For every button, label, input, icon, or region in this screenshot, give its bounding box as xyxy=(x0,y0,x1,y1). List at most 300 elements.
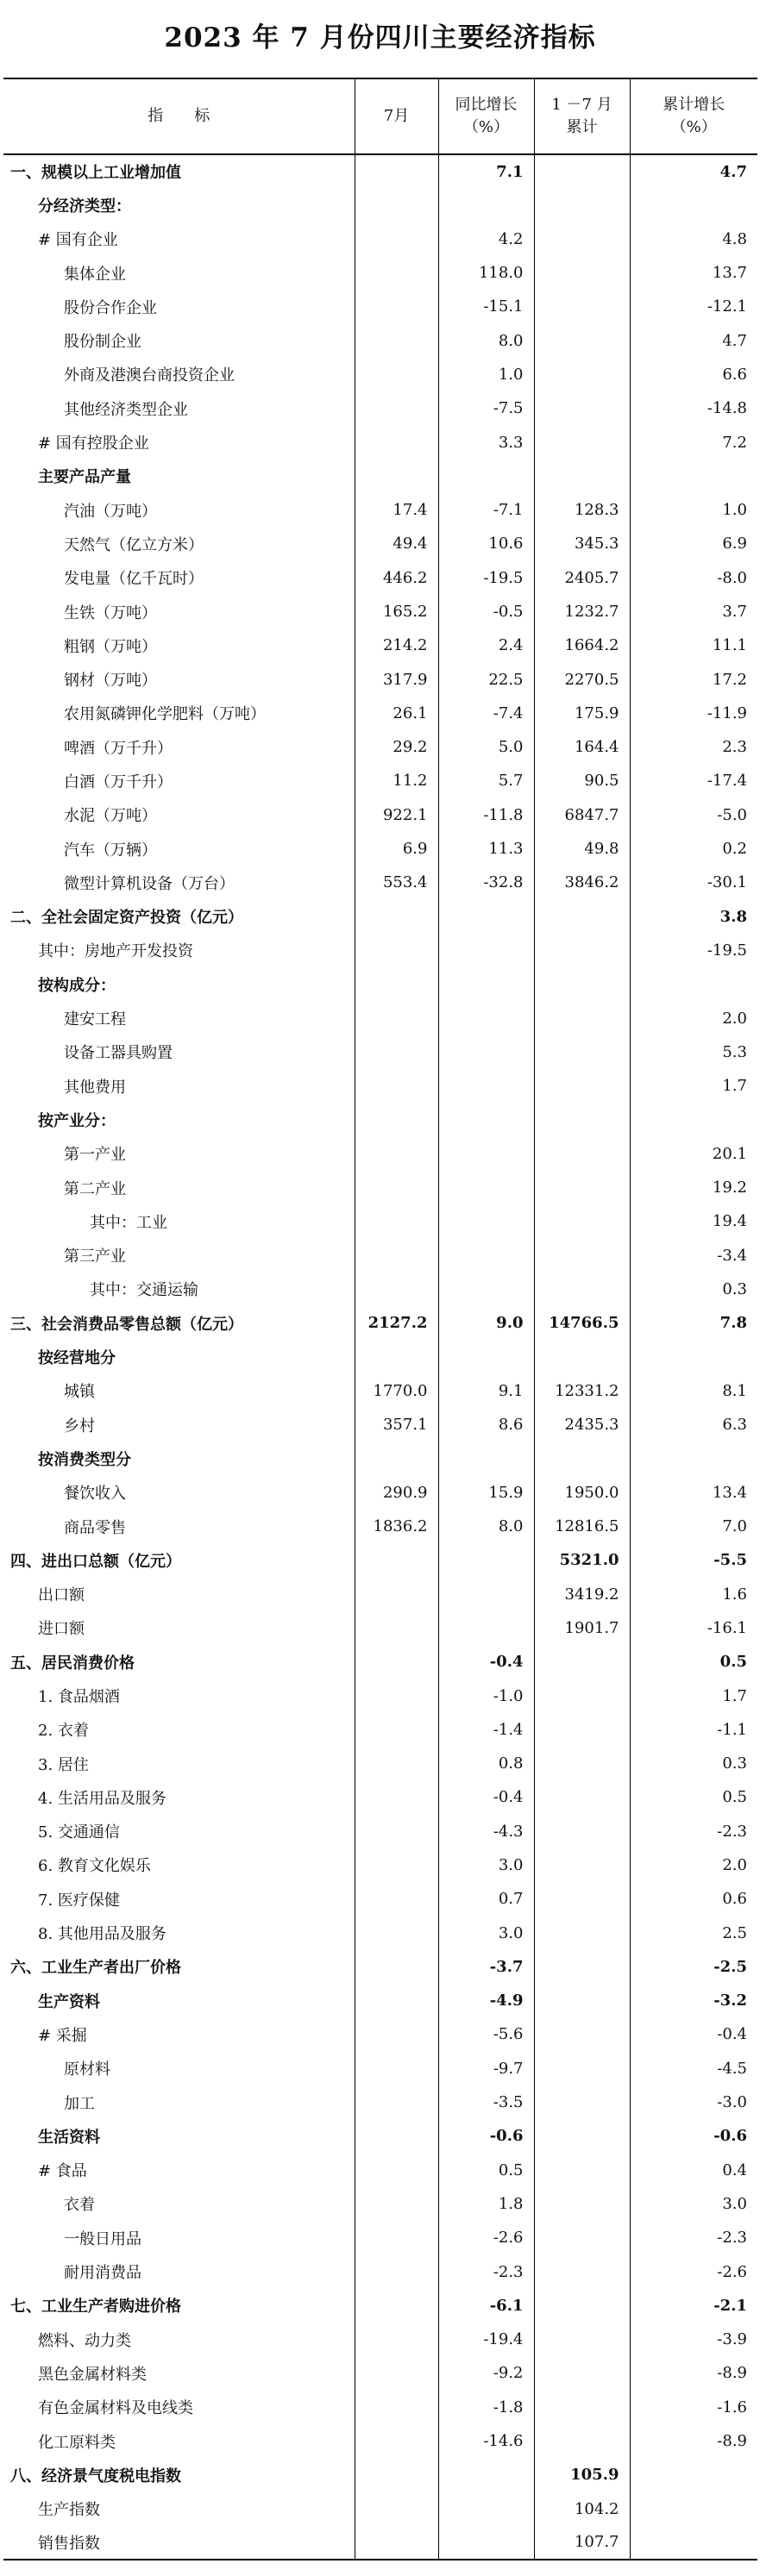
july-value-cell xyxy=(355,2458,438,2492)
cumulative-growth-cell: 3.8 xyxy=(630,900,757,934)
july-value-cell xyxy=(355,1543,438,1577)
table-row xyxy=(3,2221,757,2254)
indicator-cell: 其他经济类型企业 xyxy=(64,400,188,419)
cumulative-growth-cell: 3.0 xyxy=(630,2187,757,2221)
indicator-cell: 按构成分： xyxy=(38,976,116,995)
cumulative-growth-cell: 13.7 xyxy=(630,256,757,290)
july-value-cell: 49.4 xyxy=(355,527,438,560)
yoy-growth-cell: 1.0 xyxy=(438,358,534,391)
yoy-growth-cell: 1.8 xyxy=(438,2187,534,2221)
july-value-cell: 922.1 xyxy=(355,798,438,832)
indicator-cell: 按产业分： xyxy=(38,1111,116,1130)
cumulative-growth-cell: 4.7 xyxy=(630,323,757,357)
indicator-cell: 燃料、动力类 xyxy=(38,2331,131,2350)
table-row xyxy=(3,493,757,527)
cumulative-growth-cell: -2.3 xyxy=(630,2221,757,2254)
cumulative-value-cell: 1664.2 xyxy=(534,628,630,662)
cumulative-value-cell xyxy=(534,1272,630,1306)
cumulative-growth-cell xyxy=(630,2526,757,2560)
yoy-growth-cell: -6.1 xyxy=(438,2289,534,2323)
indicator-cell: # 国有企业 xyxy=(38,231,118,250)
indicator-cell: 生铁（万吨） xyxy=(64,603,157,622)
cumulative-growth-cell: -2.6 xyxy=(630,2254,757,2288)
cumulative-growth-cell: -14.8 xyxy=(630,391,757,425)
cumulative-growth-cell: 1.7 xyxy=(630,1069,757,1103)
cumulative-growth-cell xyxy=(630,1441,757,1475)
indicator-cell: 5. 交通通信 xyxy=(38,1823,120,1842)
july-value-cell xyxy=(355,256,438,290)
cumulative-value-cell xyxy=(534,1137,630,1171)
yoy-growth-cell: 11.3 xyxy=(438,832,534,866)
header-july: 7月 xyxy=(355,78,438,154)
cumulative-growth-cell: 0.3 xyxy=(630,1747,757,1780)
cumulative-growth-cell xyxy=(630,2492,757,2525)
july-value-cell xyxy=(355,2391,438,2424)
indicator-cell: 黑色金属材料类 xyxy=(38,2365,147,2384)
cumulative-growth-cell: -5.5 xyxy=(630,1543,757,1577)
july-value-cell: 26.1 xyxy=(355,697,438,730)
indicator-cell: 商品零售 xyxy=(64,1518,126,1537)
yoy-growth-cell: -0.5 xyxy=(438,595,534,628)
indicator-cell: 其中：交通运输 xyxy=(90,1281,198,1300)
table-row xyxy=(3,1204,757,1238)
yoy-growth-cell: -0.6 xyxy=(438,2119,534,2153)
table-row xyxy=(3,1171,757,1204)
cumulative-growth-cell: 1.6 xyxy=(630,1577,757,1610)
table-row xyxy=(3,764,757,797)
table-row xyxy=(3,1713,757,1747)
cumulative-growth-cell: 2.5 xyxy=(630,1916,757,1949)
july-value-cell xyxy=(355,2424,438,2458)
cumulative-growth-cell: -2.1 xyxy=(630,2289,757,2323)
july-value-cell xyxy=(355,1204,438,1238)
cumulative-growth-cell: 5.3 xyxy=(630,1035,757,1069)
yoy-growth-cell xyxy=(438,2458,534,2492)
cumulative-value-cell xyxy=(534,460,630,493)
indicator-cell: 按经营地分 xyxy=(38,1349,116,1368)
yoy-growth-cell: 4.2 xyxy=(438,222,534,256)
yoy-growth-cell: 2.4 xyxy=(438,628,534,662)
cumulative-value-cell: 2270.5 xyxy=(534,662,630,696)
yoy-growth-cell xyxy=(438,1069,534,1103)
july-value-cell xyxy=(355,2154,438,2187)
header-row xyxy=(3,78,757,154)
table-row xyxy=(3,697,757,730)
cumulative-value-cell xyxy=(534,2424,630,2458)
indicator-cell: 七、工业生产者购进价格 xyxy=(10,2298,181,2317)
yoy-growth-cell: -7.1 xyxy=(438,493,534,527)
cumulative-growth-cell: 4.7 xyxy=(630,154,757,188)
table-row xyxy=(3,2424,757,2458)
cumulative-value-cell xyxy=(534,1204,630,1238)
cumulative-growth-cell xyxy=(630,967,757,1001)
cumulative-growth-cell: 2.3 xyxy=(630,730,757,764)
july-value-cell xyxy=(355,188,438,222)
table-row xyxy=(3,1035,757,1069)
cumulative-growth-cell: 0.4 xyxy=(630,2154,757,2187)
table-row xyxy=(3,1815,757,1848)
july-value-cell xyxy=(355,2187,438,2221)
cumulative-value-cell: 345.3 xyxy=(534,527,630,560)
yoy-growth-cell: 15.9 xyxy=(438,1476,534,1510)
yoy-growth-cell xyxy=(438,1340,534,1373)
july-value-cell xyxy=(355,1137,438,1171)
table-row xyxy=(3,2085,757,2119)
cumulative-growth-cell: 1.0 xyxy=(630,493,757,527)
july-value-cell xyxy=(355,1713,438,1747)
table-row xyxy=(3,934,757,967)
cumulative-value-cell xyxy=(534,1713,630,1747)
page-title: 2023 年 7 月份四川主要经济指标 xyxy=(164,22,596,53)
cumulative-growth-cell: 6.9 xyxy=(630,527,757,560)
yoy-growth-cell: -0.4 xyxy=(438,1645,534,1679)
cumulative-value-cell xyxy=(534,425,630,459)
cumulative-value-cell: 107.7 xyxy=(534,2526,630,2560)
indicator-cell: 原材料 xyxy=(64,2060,110,2079)
table-row xyxy=(3,967,757,1001)
yoy-growth-cell xyxy=(438,1577,534,1610)
table-row xyxy=(3,2458,757,2492)
july-value-cell xyxy=(355,1001,438,1035)
cumulative-value-cell xyxy=(534,2356,630,2390)
table-row xyxy=(3,154,757,188)
table-row xyxy=(3,2323,757,2356)
indicator-cell: 餐饮收入 xyxy=(64,1485,126,1504)
cumulative-growth-cell: 1.7 xyxy=(630,1679,757,1712)
cumulative-value-cell xyxy=(534,2323,630,2356)
yoy-growth-cell: 0.7 xyxy=(438,1882,534,1916)
july-value-cell xyxy=(355,1103,438,1136)
table-row xyxy=(3,1001,757,1035)
july-value-cell xyxy=(355,2323,438,2356)
yoy-growth-cell xyxy=(438,460,534,493)
cumulative-growth-cell xyxy=(630,460,757,493)
july-value-cell xyxy=(355,1984,438,2017)
yoy-growth-cell: -9.2 xyxy=(438,2356,534,2390)
yoy-growth-cell: -1.4 xyxy=(438,1713,534,1747)
cumulative-growth-cell: 0.2 xyxy=(630,832,757,866)
cumulative-value-cell xyxy=(534,1916,630,1949)
yoy-growth-cell xyxy=(438,1001,534,1035)
yoy-growth-cell: 9.0 xyxy=(438,1306,534,1340)
yoy-growth-cell xyxy=(438,2526,534,2560)
cumulative-value-cell xyxy=(534,1679,630,1712)
july-value-cell: 553.4 xyxy=(355,866,438,899)
yoy-growth-cell: -3.5 xyxy=(438,2085,534,2119)
yoy-growth-cell: -14.6 xyxy=(438,2424,534,2458)
cumulative-value-cell xyxy=(534,358,630,391)
indicator-cell: 三、社会消费品零售总额（亿元） xyxy=(10,1315,243,1334)
july-value-cell xyxy=(355,2356,438,2390)
cumulative-value-cell xyxy=(534,1001,630,1035)
cumulative-value-cell xyxy=(534,1984,630,2017)
table-row xyxy=(3,1747,757,1780)
cumulative-growth-cell: 0.3 xyxy=(630,1272,757,1306)
indicator-cell: 股份合作企业 xyxy=(64,298,157,317)
indicator-cell: 天然气（亿立方米） xyxy=(64,535,204,554)
indicator-cell: 一般日用品 xyxy=(64,2229,141,2248)
cumulative-growth-cell: -3.2 xyxy=(630,1984,757,2017)
table-row xyxy=(3,1374,757,1408)
cumulative-growth-cell: 0.5 xyxy=(630,1780,757,1814)
yoy-growth-cell: -4.9 xyxy=(438,1984,534,2017)
july-value-cell xyxy=(355,2052,438,2085)
indicator-cell: 建安工程 xyxy=(64,1010,126,1029)
yoy-growth-cell xyxy=(438,1103,534,1136)
cumulative-value-cell xyxy=(534,2254,630,2288)
cumulative-value-cell: 90.5 xyxy=(534,764,630,797)
yoy-growth-cell: 0.8 xyxy=(438,1747,534,1780)
table-row xyxy=(3,2154,757,2187)
cumulative-growth-cell: -3.4 xyxy=(630,1239,757,1272)
indicator-cell: 分经济类型： xyxy=(38,197,131,216)
july-value-cell xyxy=(355,1916,438,1949)
july-value-cell xyxy=(355,2085,438,2119)
indicator-cell: 生产资料 xyxy=(38,1992,100,2011)
indicator-cell: 农用氮磷钾化学肥料（万吨） xyxy=(64,705,266,724)
indicator-cell: 2. 衣着 xyxy=(38,1722,89,1741)
cumulative-growth-cell: -2.5 xyxy=(630,1950,757,1984)
table-row xyxy=(3,1239,757,1272)
table-row xyxy=(3,1577,757,1610)
yoy-growth-cell: -5.6 xyxy=(438,2017,534,2051)
cumulative-growth-cell: -0.4 xyxy=(630,2017,757,2051)
indicator-cell: 加工 xyxy=(64,2094,95,2113)
cumulative-value-cell: 1232.7 xyxy=(534,595,630,628)
july-value-cell xyxy=(355,2492,438,2525)
cumulative-value-cell: 12816.5 xyxy=(534,1510,630,1543)
indicator-cell: # 采掘 xyxy=(38,2026,87,2045)
cumulative-growth-cell: -3.9 xyxy=(630,2323,757,2356)
header-cumulative-growth: 累计增长 （%） xyxy=(630,78,757,154)
table-row xyxy=(3,1543,757,1577)
table-row xyxy=(3,730,757,764)
yoy-growth-cell: 7.1 xyxy=(438,154,534,188)
table-header xyxy=(3,78,757,154)
indicator-cell: 一、规模以上工业增加值 xyxy=(10,164,181,183)
indicator-cell: 化工原料类 xyxy=(38,2433,116,2452)
cumulative-value-cell xyxy=(534,934,630,967)
cumulative-growth-cell: -0.6 xyxy=(630,2119,757,2153)
july-value-cell: 357.1 xyxy=(355,1408,438,1441)
cumulative-growth-cell: 19.2 xyxy=(630,1171,757,1204)
table-row xyxy=(3,527,757,560)
cumulative-growth-cell: 2.0 xyxy=(630,1001,757,1035)
cumulative-growth-cell: 8.1 xyxy=(630,1374,757,1408)
indicator-cell: 白酒（万千升） xyxy=(64,772,173,791)
yoy-growth-cell: -0.4 xyxy=(438,1780,534,1814)
yoy-growth-cell: -15.1 xyxy=(438,290,534,323)
yoy-growth-cell: -2.3 xyxy=(438,2254,534,2288)
cumulative-value-cell xyxy=(534,1035,630,1069)
july-value-cell: 290.9 xyxy=(355,1476,438,1510)
yoy-growth-cell: 5.7 xyxy=(438,764,534,797)
indicator-cell: 衣着 xyxy=(64,2196,95,2215)
indicator-cell: 1. 食品烟酒 xyxy=(38,1688,120,1706)
cumulative-growth-cell: 13.4 xyxy=(630,1476,757,1510)
yoy-growth-cell: 3.0 xyxy=(438,1916,534,1949)
indicator-cell: 第三产业 xyxy=(64,1247,126,1266)
cumulative-value-cell xyxy=(534,323,630,357)
yoy-growth-cell: -7.4 xyxy=(438,697,534,730)
july-value-cell xyxy=(355,425,438,459)
indicator-cell: 进口额 xyxy=(38,1620,85,1639)
july-value-cell: 1770.0 xyxy=(355,1374,438,1408)
july-value-cell: 1836.2 xyxy=(355,1510,438,1543)
cumulative-value-cell xyxy=(534,1815,630,1848)
indicator-cell: 设备工器具购置 xyxy=(64,1044,173,1063)
cumulative-value-cell xyxy=(534,1340,630,1373)
cumulative-growth-cell: 3.7 xyxy=(630,595,757,628)
table-row xyxy=(3,662,757,696)
cumulative-growth-cell: -19.5 xyxy=(630,934,757,967)
july-value-cell xyxy=(355,2119,438,2153)
indicator-cell: 集体企业 xyxy=(64,265,126,284)
cumulative-growth-cell: -16.1 xyxy=(630,1611,757,1645)
yoy-growth-cell xyxy=(438,1239,534,1272)
cumulative-growth-cell: 19.4 xyxy=(630,1204,757,1238)
table-row xyxy=(3,1476,757,1510)
yoy-growth-cell xyxy=(438,934,534,967)
cumulative-value-cell xyxy=(534,900,630,934)
cumulative-value-cell xyxy=(534,1950,630,1984)
july-value-cell xyxy=(355,460,438,493)
table-row xyxy=(3,900,757,934)
cumulative-value-cell: 3419.2 xyxy=(534,1577,630,1610)
table-row xyxy=(3,256,757,290)
yoy-growth-cell: -32.8 xyxy=(438,866,534,899)
cumulative-value-cell xyxy=(534,1103,630,1136)
cumulative-growth-cell: -3.0 xyxy=(630,2085,757,2119)
indicator-cell: # 食品 xyxy=(38,2162,87,2181)
table-row xyxy=(3,2289,757,2323)
yoy-growth-cell: -9.7 xyxy=(438,2052,534,2085)
indicator-table xyxy=(3,78,757,2560)
indicator-cell: 7. 医疗保健 xyxy=(38,1891,120,1910)
cumulative-value-cell: 49.8 xyxy=(534,832,630,866)
table-row xyxy=(3,1916,757,1949)
table-row xyxy=(3,391,757,425)
table-row xyxy=(3,832,757,866)
yoy-growth-cell: -1.8 xyxy=(438,2391,534,2424)
july-value-cell: 17.4 xyxy=(355,493,438,527)
cumulative-value-cell xyxy=(534,2119,630,2153)
table-row xyxy=(3,1780,757,1814)
yoy-growth-cell: 3.3 xyxy=(438,425,534,459)
table-row xyxy=(3,798,757,832)
cumulative-growth-cell xyxy=(630,188,757,222)
cumulative-value-cell: 2435.3 xyxy=(534,1408,630,1441)
table-row xyxy=(3,2254,757,2288)
table-row xyxy=(3,188,757,222)
cumulative-value-cell xyxy=(534,2017,630,2051)
indicator-cell: 生产指数 xyxy=(38,2501,100,2520)
yoy-growth-cell xyxy=(438,1171,534,1204)
cumulative-value-cell xyxy=(534,2085,630,2119)
july-value-cell xyxy=(355,2254,438,2288)
cumulative-growth-cell: -5.0 xyxy=(630,798,757,832)
cumulative-value-cell xyxy=(534,1848,630,1882)
table-row xyxy=(3,1679,757,1712)
july-value-cell xyxy=(355,1239,438,1272)
table-row xyxy=(3,2119,757,2153)
cumulative-value-cell xyxy=(534,222,630,256)
july-value-cell: 317.9 xyxy=(355,662,438,696)
july-value-cell xyxy=(355,2526,438,2560)
indicator-cell: 微型计算机设备（万台） xyxy=(64,874,235,893)
july-value-cell xyxy=(355,1950,438,1984)
indicator-cell: 有色金属材料及电线类 xyxy=(38,2399,193,2418)
july-value-cell xyxy=(355,2017,438,2051)
july-value-cell xyxy=(355,1069,438,1103)
july-value-cell: 214.2 xyxy=(355,628,438,662)
cumulative-value-cell xyxy=(534,154,630,188)
indicator-cell: 第二产业 xyxy=(64,1179,126,1198)
indicator-cell: 六、工业生产者出厂价格 xyxy=(10,1959,181,1978)
indicator-cell: 6. 教育文化娱乐 xyxy=(38,1857,151,1876)
cumulative-value-cell xyxy=(534,1747,630,1780)
yoy-growth-cell: -19.4 xyxy=(438,2323,534,2356)
yoy-growth-cell xyxy=(438,188,534,222)
cumulative-value-cell xyxy=(534,1441,630,1475)
indicator-cell: 五、居民消费价格 xyxy=(10,1654,135,1673)
cumulative-value-cell xyxy=(534,1645,630,1679)
table-row xyxy=(3,2052,757,2085)
table-row xyxy=(3,222,757,256)
indicator-cell: 4. 生活用品及服务 xyxy=(38,1789,166,1808)
cumulative-growth-cell: 7.0 xyxy=(630,1510,757,1543)
yoy-growth-cell: -1.0 xyxy=(438,1679,534,1712)
cumulative-value-cell: 164.4 xyxy=(534,730,630,764)
cumulative-growth-cell: 6.6 xyxy=(630,358,757,391)
indicator-cell: 按消费类型分 xyxy=(38,1450,131,1469)
table-row xyxy=(3,561,757,595)
indicator-cell: # 国有控股企业 xyxy=(38,435,149,453)
indicator-cell: 其他费用 xyxy=(64,1078,126,1097)
header-indicator: 指 标 xyxy=(3,78,355,154)
indicator-cell: 汽车（万辆） xyxy=(64,841,157,860)
cumulative-growth-cell xyxy=(630,2458,757,2492)
july-value-cell xyxy=(355,1679,438,1712)
cumulative-growth-cell: 6.3 xyxy=(630,1408,757,1441)
july-value-cell xyxy=(355,1780,438,1814)
cumulative-value-cell xyxy=(534,2391,630,2424)
cumulative-value-cell xyxy=(534,1069,630,1103)
cumulative-value-cell xyxy=(534,2289,630,2323)
yoy-growth-cell xyxy=(438,1611,534,1645)
yoy-growth-cell: -4.3 xyxy=(438,1815,534,1848)
yoy-growth-cell xyxy=(438,1543,534,1577)
yoy-growth-cell: 118.0 xyxy=(438,256,534,290)
indicator-cell: 生活资料 xyxy=(38,2128,100,2147)
cumulative-value-cell: 105.9 xyxy=(534,2458,630,2492)
cumulative-value-cell xyxy=(534,256,630,290)
indicator-cell: 城镇 xyxy=(64,1383,95,1402)
cumulative-growth-cell: -30.1 xyxy=(630,866,757,899)
table-row xyxy=(3,1137,757,1171)
indicator-cell: 发电量（亿千瓦时） xyxy=(64,570,204,589)
table-row xyxy=(3,323,757,357)
header-yoy-growth: 同比增长 （%） xyxy=(438,78,534,154)
july-value-cell xyxy=(355,967,438,1001)
yoy-growth-cell: -3.7 xyxy=(438,1950,534,1984)
table-row xyxy=(3,628,757,662)
july-value-cell xyxy=(355,1272,438,1306)
table-row xyxy=(3,2526,757,2560)
table-row xyxy=(3,1984,757,2017)
yoy-growth-cell: -2.6 xyxy=(438,2221,534,2254)
table-row xyxy=(3,358,757,391)
